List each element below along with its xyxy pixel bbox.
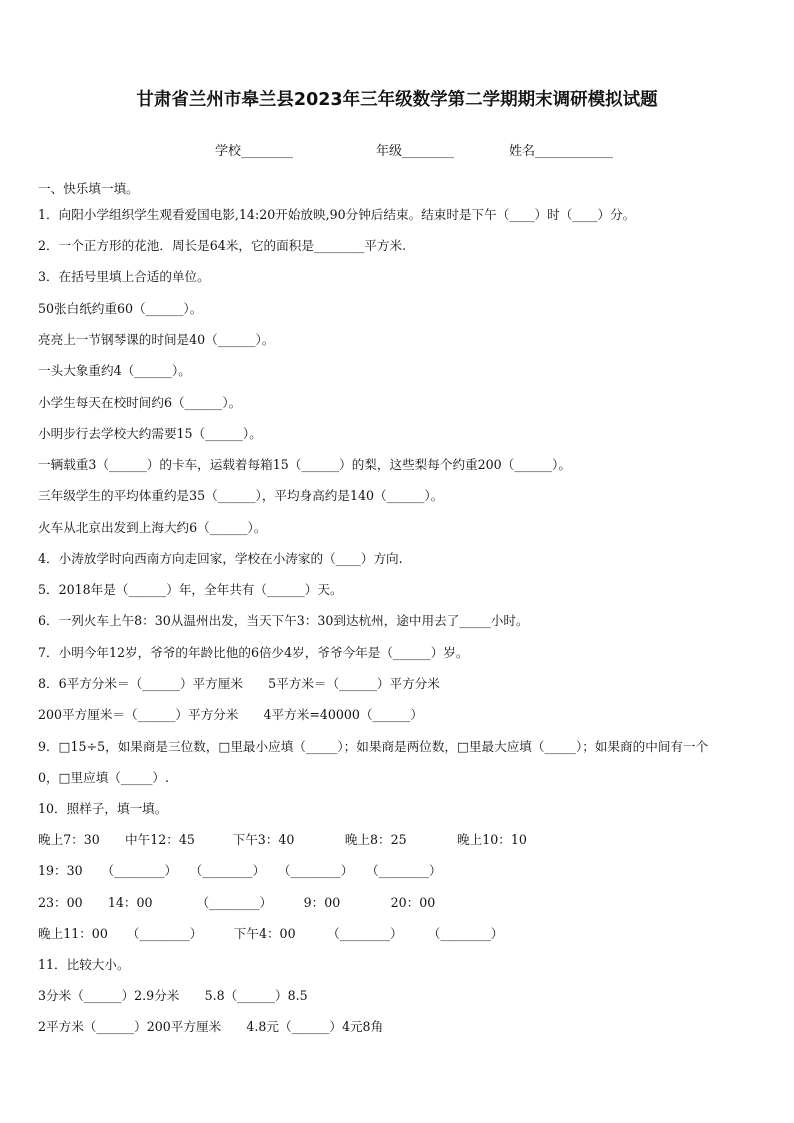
- grade-field: 年级________: [376, 144, 455, 159]
- question-10: 10．照样子，填一填。: [38, 801, 168, 816]
- question-3-item: 小明步行去学校大约需要15（______）。: [38, 426, 262, 441]
- question-10-row: 23：00 14：00 （________） 9：00 20：00: [38, 895, 436, 910]
- question-3: 3．在括号里填上合适的单位。: [38, 269, 210, 284]
- question-2: 2．一个正方形的花池．周长是64米，它的面积是________平方米.: [38, 238, 407, 253]
- section-heading: 一、快乐填一填。: [38, 181, 139, 196]
- question-3-item: 亮亮上一节钢琴课的时间是40（______）。: [38, 332, 275, 347]
- question-1: 1．向阳小学组织学生观看爱国电影,14:20开始放映,90分钟后结束。结束时是下午（____）时（____）分。: [38, 207, 636, 222]
- question-3-item: 50张白纸约重60（______）。: [38, 301, 203, 316]
- question-8: 8．6平方分米＝（______）平方厘米 5平方米＝（______）平方分米: [38, 676, 440, 691]
- question-11-row: 2平方米（______）200平方厘米 4.8元（______）4元8角: [38, 1019, 384, 1034]
- question-3-item: 小学生每天在校时间约6（______）。: [38, 395, 242, 410]
- question-6: 6．一列火车上午8：30从温州出发，当天下午3：30到达杭州，途中用去了_____小时。: [38, 613, 529, 628]
- question-10-row: 晚上11：00 （________） 下午4：00 （________） （________）: [38, 926, 504, 941]
- page-title: 甘肃省兰州市皋兰县2023年三年级数学第二学期期末调研模拟试题: [136, 90, 658, 110]
- question-8-cont: 200平方厘米＝（______）平方分米 4平方米=40000（______）: [38, 707, 423, 722]
- question-3-item: 一头大象重约4（______）。: [38, 363, 191, 378]
- question-3-item: 三年级学生的平均体重约是35（______），平均身高约是140（______）。: [38, 488, 444, 503]
- question-9: 9．□15÷5，如果商是三位数，□里最小应填（_____）；如果商是两位数，□里最大应填（_____）；如果商的中间有一个: [38, 739, 709, 754]
- question-5: 5．2018年是（______）年，全年共有（______）天。: [38, 582, 343, 597]
- question-4: 4．小涛放学时向西南方向走回家，学校在小涛家的（____）方向.: [38, 551, 403, 566]
- question-7: 7．小明今年12岁，爷爷的年龄比他的6倍少4岁，爷爷今年是（______）岁。: [38, 645, 469, 660]
- question-3-item: 一辆载重3（______）的卡车，运载着每箱15（______）的梨，这些梨每个约重200（______）。: [38, 457, 571, 472]
- question-9-cont: 0，□里应填（_____）.: [38, 770, 169, 785]
- school-field: 学校________: [215, 144, 294, 159]
- question-11-row: 3分米（______）2.9分米 5.8（______）8.5: [38, 988, 308, 1003]
- question-11: 11．比较大小。: [38, 957, 130, 972]
- name-field: 姓名____________: [509, 144, 614, 159]
- question-10-row: 晚上7：30 中午12：45 下午3：40 晚上8：25 晚上10：10: [38, 832, 527, 847]
- question-10-row: 19：30 （________） （________） （________） （________）: [38, 863, 442, 878]
- question-3-item: 火车从北京出发到上海大约6（______）。: [38, 520, 267, 535]
